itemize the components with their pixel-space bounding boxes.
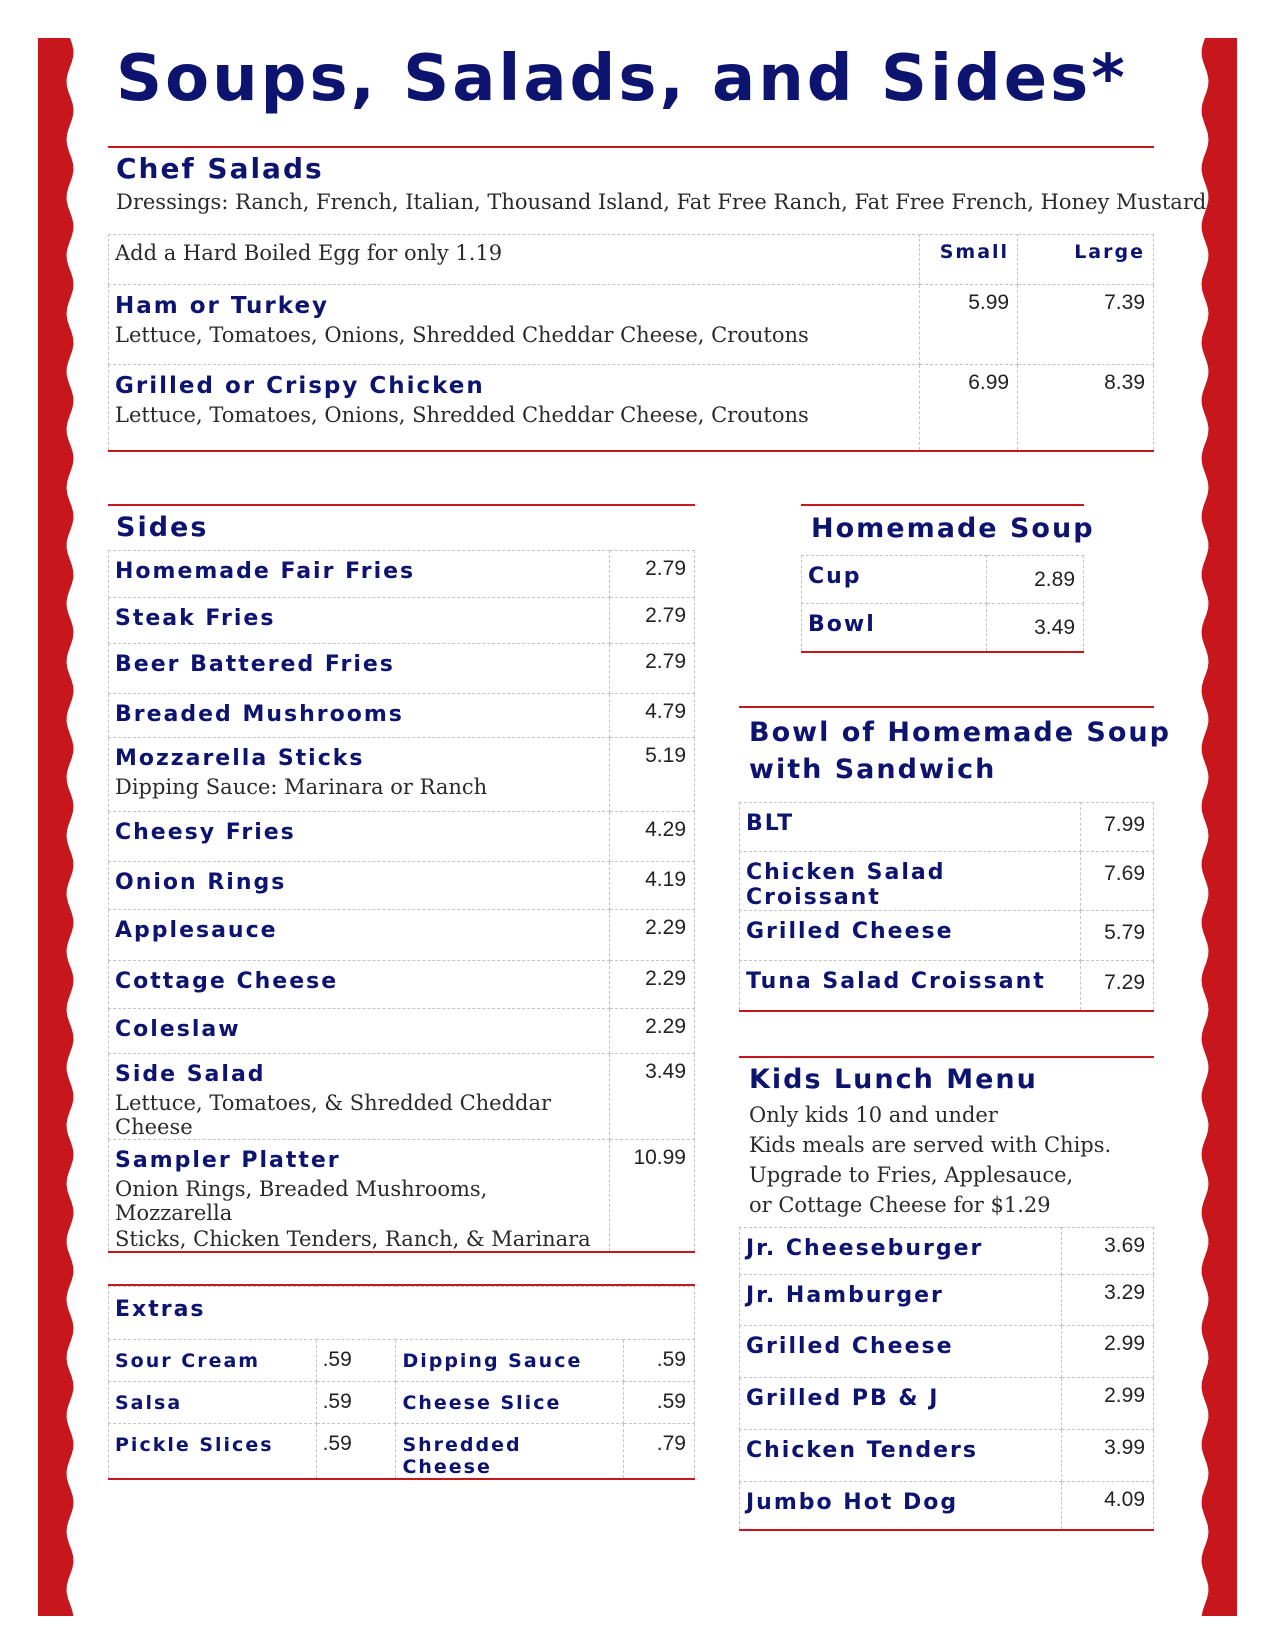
side-price: 4.19	[610, 862, 695, 910]
soup-sandwich-heading-line2: with Sandwich	[749, 754, 997, 785]
homemade-soup-heading: Homemade Soup	[811, 513, 1095, 544]
side-price: 2.29	[610, 1009, 695, 1054]
side-name: Cheesy Fries	[115, 820, 296, 845]
table-row	[109, 738, 695, 812]
side-price: 2.29	[610, 961, 695, 1009]
soup-table	[801, 555, 1084, 653]
extra-name: Dipping Sauce	[402, 1350, 583, 1372]
extra-name: Salsa	[115, 1392, 183, 1414]
extras-table	[108, 1286, 695, 1480]
table-row	[740, 1482, 1154, 1530]
extra-price: .59	[656, 1348, 686, 1371]
side-price: 5.19	[610, 738, 695, 812]
salad-name: Grilled or Crispy Chicken	[115, 373, 485, 399]
soup-size: Cup	[808, 564, 862, 589]
kids-item-price: 2.99	[1062, 1326, 1154, 1378]
side-price: 2.79	[610, 644, 695, 694]
side-desc: Dipping Sauce: Marinara or Ranch	[115, 775, 488, 799]
extra-price: .59	[322, 1432, 352, 1455]
table-header-row	[109, 235, 1154, 285]
right-red-border	[1195, 38, 1237, 1616]
table-row	[109, 365, 1154, 451]
extra-price: .79	[656, 1432, 686, 1455]
extra-price: .59	[322, 1348, 352, 1371]
divider	[739, 706, 1154, 708]
table-row	[109, 1140, 695, 1253]
sandwich-name: Grilled Cheese	[746, 919, 954, 944]
extras-heading: Extras	[115, 1297, 206, 1322]
col-small: Small	[939, 241, 1010, 263]
page-title: Soups, Salads, and Sides*	[116, 42, 1128, 116]
extra-price: .59	[322, 1390, 352, 1413]
side-name: Applesauce	[115, 918, 278, 943]
table-row	[109, 862, 695, 910]
side-price: 3.49	[610, 1054, 695, 1140]
salad-desc: Lettuce, Tomatoes, Onions, Shredded Cheddar Cheese, Croutons	[115, 323, 809, 347]
soup-size: Bowl	[808, 612, 876, 637]
salad-large-price: 8.39	[1018, 365, 1154, 451]
kids-item-price: 3.29	[1062, 1275, 1154, 1326]
salad-small-price: 6.99	[920, 365, 1018, 451]
col-large: Large	[1074, 241, 1145, 263]
table-row	[740, 1326, 1154, 1378]
extra-name: Sour Cream	[115, 1350, 261, 1372]
sandwich-name: Tuna Salad Croissant	[746, 969, 1046, 994]
salad-desc: Lettuce, Tomatoes, Onions, Shredded Cheddar Cheese, Croutons	[115, 403, 809, 427]
extra-price: .59	[656, 1390, 686, 1413]
table-row	[740, 1378, 1154, 1430]
side-name: Breaded Mushrooms	[115, 702, 404, 727]
soup-sandwich-heading-line1: Bowl of Homemade Soup	[749, 717, 1171, 748]
salad-small-price: 5.99	[920, 285, 1018, 365]
kids-note: or Cottage Cheese for $1.29	[749, 1193, 1051, 1217]
table-row	[109, 1382, 695, 1424]
table-row	[109, 910, 695, 961]
side-price: 4.79	[610, 694, 695, 738]
side-name: Mozzarella Sticks	[115, 746, 365, 771]
side-name: Coleslaw	[115, 1017, 241, 1042]
divider	[801, 504, 1084, 506]
table-row	[740, 852, 1154, 911]
kids-item-price: 3.99	[1062, 1430, 1154, 1482]
kids-item-price: 3.69	[1062, 1228, 1154, 1275]
kids-item-name: Jumbo Hot Dog	[746, 1490, 959, 1515]
kids-heading: Kids Lunch Menu	[749, 1064, 1038, 1095]
sandwich-price: 5.79	[1081, 911, 1154, 961]
dressings-text: Dressings: Ranch, French, Italian, Thousand Island, Fat Free Ranch, Fat Free French, Honey Mustard	[116, 190, 1207, 214]
soup-price: 2.89	[987, 556, 1084, 604]
table-row	[109, 694, 695, 738]
table-row	[109, 961, 695, 1009]
sandwich-name: BLT	[746, 811, 795, 836]
kids-item-name: Grilled PB & J	[746, 1386, 940, 1411]
left-red-border	[38, 38, 80, 1616]
kids-note: Kids meals are served with Chips.	[749, 1133, 1112, 1157]
chef-salads-table	[108, 234, 1154, 452]
table-row	[740, 961, 1154, 1011]
kids-item-name: Jr. Hamburger	[746, 1283, 944, 1308]
sandwich-price: 7.29	[1081, 961, 1154, 1011]
side-name: Beer Battered Fries	[115, 652, 395, 677]
kids-notes	[749, 1100, 1111, 1220]
table-row	[740, 1430, 1154, 1482]
soup-sandwich-table	[739, 802, 1154, 1012]
table-row	[109, 598, 695, 644]
salad-large-price: 7.39	[1018, 285, 1154, 365]
table-row	[740, 1275, 1154, 1326]
divider	[739, 1056, 1154, 1058]
extra-name: Cheese Slice	[402, 1392, 562, 1414]
kids-note: Upgrade to Fries, Applesauce,	[749, 1163, 1074, 1187]
table-row	[109, 285, 1154, 365]
side-price: 4.29	[610, 812, 695, 862]
chef-salads-heading: Chef Salads	[116, 152, 324, 185]
divider	[108, 146, 1154, 148]
side-price: 2.79	[610, 551, 695, 598]
kids-item-name: Chicken Tenders	[746, 1438, 978, 1463]
side-name: Homemade Fair Fries	[115, 559, 416, 584]
extra-name: Shredded Cheese	[402, 1434, 522, 1478]
table-row	[109, 1009, 695, 1054]
table-header-row	[109, 1287, 695, 1340]
side-name: Steak Fries	[115, 606, 276, 631]
sides-table	[108, 550, 695, 1253]
table-row	[740, 911, 1154, 961]
side-desc: Onion Rings, Breaded Mushrooms, Mozzarella	[115, 1177, 488, 1225]
table-row	[109, 644, 695, 694]
extra-name: Pickle Slices	[115, 1434, 274, 1456]
soup-sandwich-heading	[749, 714, 1171, 788]
table-row	[109, 551, 695, 598]
side-name: Cottage Cheese	[115, 969, 339, 994]
side-name: Onion Rings	[115, 870, 287, 895]
side-name: Side Salad	[115, 1062, 266, 1087]
kids-item-name: Grilled Cheese	[746, 1334, 954, 1359]
sandwich-price: 7.69	[1081, 852, 1154, 911]
table-row	[109, 812, 695, 862]
table-row	[109, 1054, 695, 1140]
kids-item-name: Jr. Cheeseburger	[746, 1236, 984, 1261]
kids-note: Only kids 10 and under	[749, 1103, 998, 1127]
kids-item-price: 2.99	[1062, 1378, 1154, 1430]
table-row	[109, 1340, 695, 1382]
side-price: 2.29	[610, 910, 695, 961]
sandwich-price: 7.99	[1081, 803, 1154, 852]
salad-name: Ham or Turkey	[115, 293, 330, 319]
kids-item-price: 4.09	[1062, 1482, 1154, 1530]
side-desc: Lettuce, Tomatoes, & Shredded Cheddar Cheese	[115, 1091, 552, 1139]
side-desc: Sticks, Chicken Tenders, Ranch, & Marinara	[115, 1227, 591, 1251]
soup-price: 3.49	[987, 604, 1084, 652]
sandwich-name: Chicken Salad Croissant	[746, 860, 946, 910]
side-price: 2.79	[610, 598, 695, 644]
kids-table	[739, 1227, 1154, 1531]
table-row	[740, 1228, 1154, 1275]
table-row	[802, 556, 1084, 604]
egg-note: Add a Hard Boiled Egg for only 1.19	[115, 241, 503, 265]
side-price: 10.99	[610, 1140, 695, 1253]
side-name: Sampler Platter	[115, 1148, 341, 1173]
divider	[108, 504, 695, 506]
table-row	[740, 803, 1154, 852]
table-row	[802, 604, 1084, 652]
table-row	[109, 1424, 695, 1480]
sides-heading: Sides	[116, 512, 209, 543]
